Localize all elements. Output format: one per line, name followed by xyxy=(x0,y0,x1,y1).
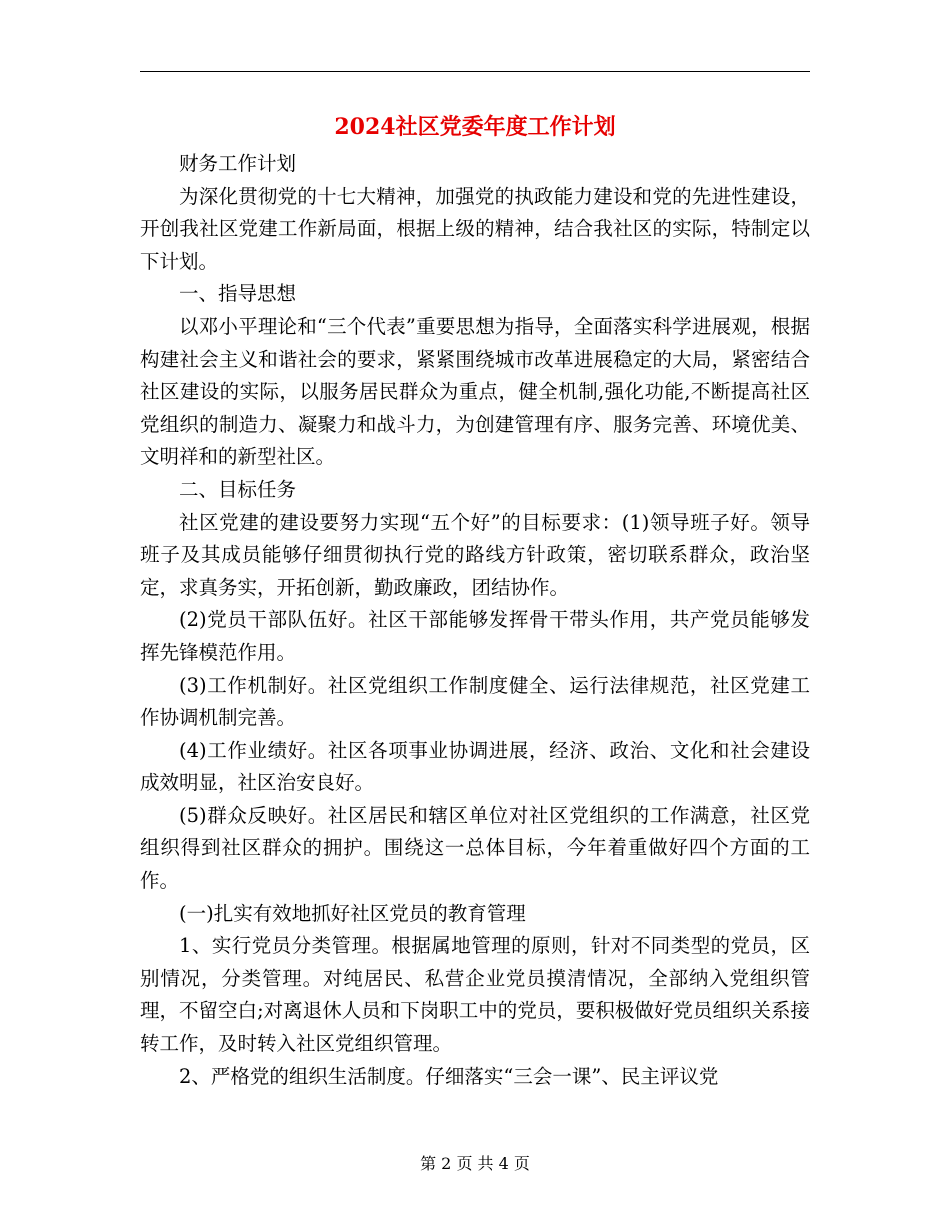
header-rule xyxy=(140,71,810,72)
paragraph: (2)党员干部队伍好。社区干部能够发挥骨干带头作用，共产党员能够发挥先锋模范作用。 xyxy=(140,608,810,664)
paragraph: (5)群众反映好。社区居民和辖区单位对社区党组织的工作满意，社区党组织得到社区群众的拥护。围绕这一总体目标，今年着重做好四个方面的工作。 xyxy=(140,803,810,893)
section-heading: 二、目标任务 xyxy=(179,477,297,501)
paragraph: 1、实行党员分类管理。根据属地管理的原则，针对不同类型的党员，区别情况，分类管理。对纯居民、私营企业党员摸清情况，全部纳入党组织管理，不留空白;对离退休人员和下岗职工中的党员，要积极做好党员组织关系接转工作，及时转入社区党组织管理。 xyxy=(140,934,810,1056)
subsection-heading: (一)扎实有效地抓好社区党员的教育管理 xyxy=(179,901,526,925)
section-heading: 一、指导思想 xyxy=(179,282,297,306)
paragraph: 2、严格党的组织生活制度。仔细落实“三会一课”、民主评议党 xyxy=(179,1064,719,1088)
page-number: 第 2 页 共 4 页 xyxy=(420,1154,530,1173)
paragraph: 财务工作计划 xyxy=(179,152,297,175)
document-title: 2024社区党委年度工作计划 xyxy=(334,114,616,140)
paragraph: 以邓小平理论和“三个代表”重要思想为指导，全面落实科学进展观，根据构建社会主义和谐社会的要求，紧紧围绕城市改革进展稳定的大局，紧密结合社区建设的实际，以服务居民群众为重点，健全机制,强化功能,不断提高社区党组织的制造力、凝聚力和战斗力，为创建管理有序、服务完善、环境优美、文明祥和的新型社区。 xyxy=(140,314,810,469)
paragraph: (4)工作业绩好。社区各项事业协调进展，经济、政治、文化和社会建设成效明显，社区治安良好。 xyxy=(140,738,810,795)
paragraph: 社区党建的建设要努力实现“五个好”的目标要求：(1)领导班子好。领导班子及其成员能够仔细贯彻执行党的路线方针政策，密切联系群众，政治坚定，求真务实，开拓创新，勤政廉政，团结协作。 xyxy=(140,510,810,599)
document-body xyxy=(140,148,810,1093)
paragraph: (3)工作机制好。社区党组织工作制度健全、运行法律规范，社区党建工作协调机制完善。 xyxy=(140,673,810,730)
paragraph: 为深化贯彻党的十七大精神，加强党的执政能力建设和党的先进性建设，开创我社区党建工作新局面，根据上级的精神，结合我社区的实际，特制定以下计划。 xyxy=(140,184,810,273)
